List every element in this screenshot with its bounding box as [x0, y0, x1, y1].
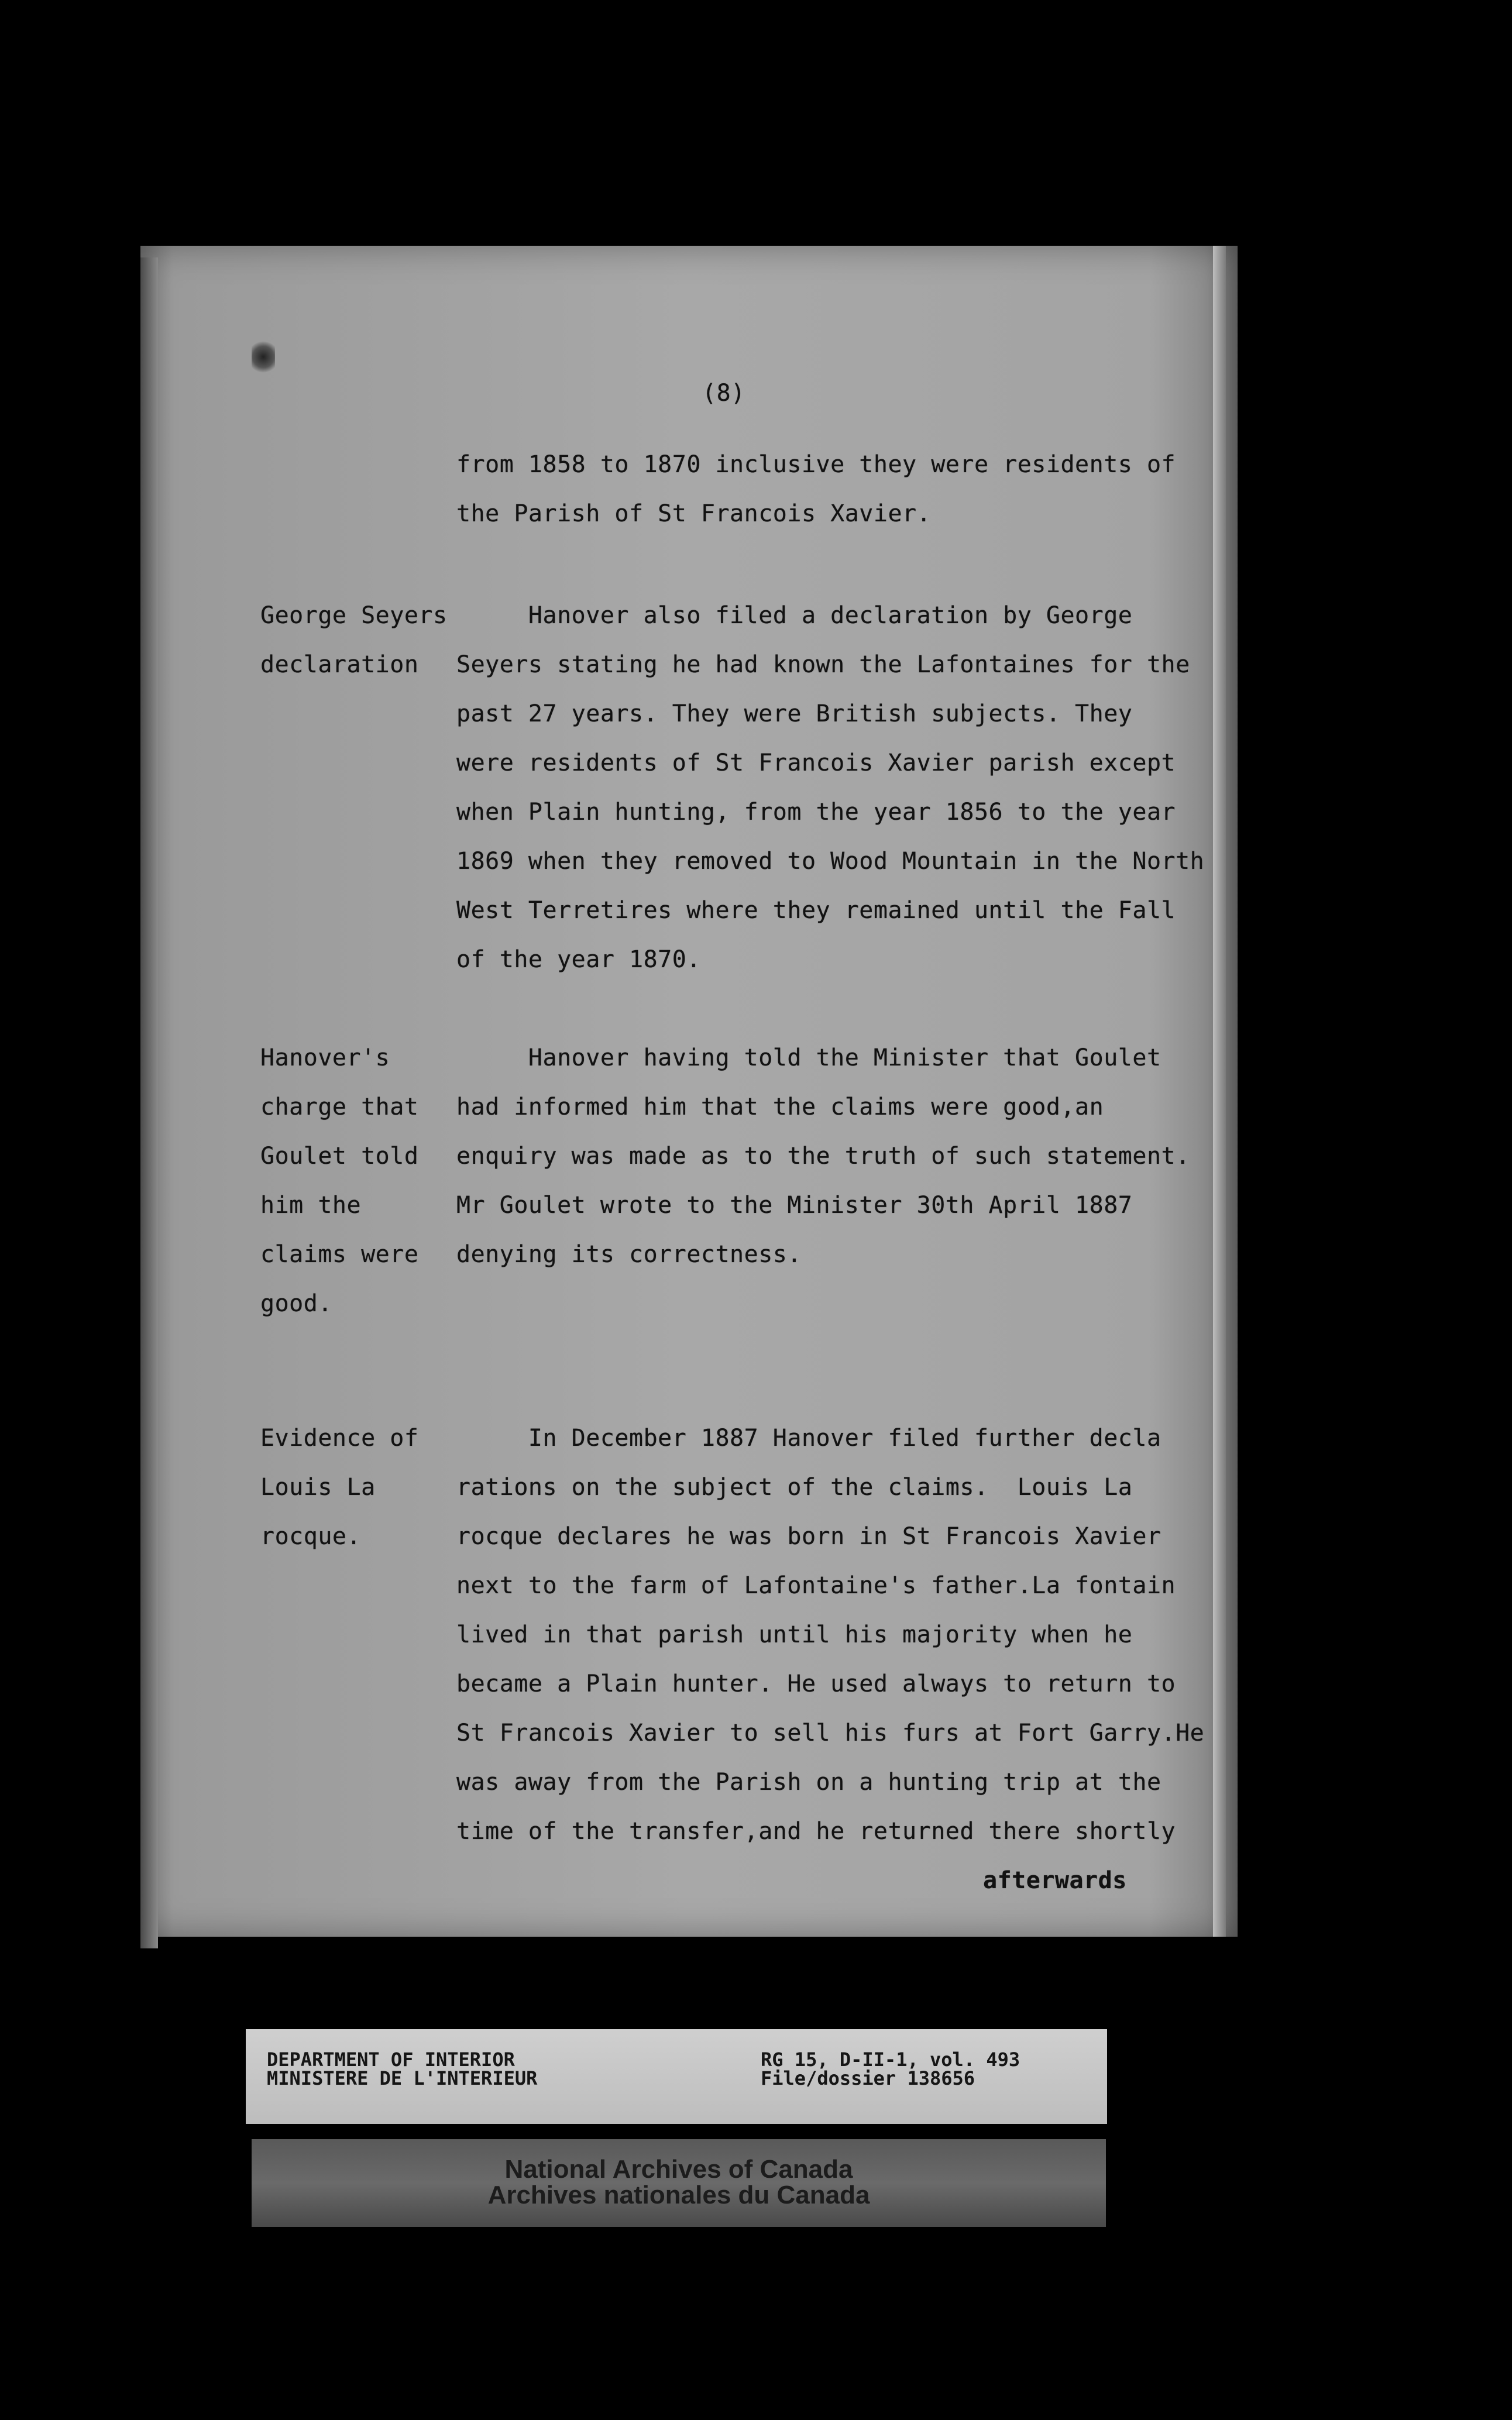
paragraph-2-line-7: West Terretires where they remained until the Fall	[456, 897, 1176, 924]
paragraph-3-line-3: enquiry was made as to the truth of such statement.	[456, 1143, 1190, 1170]
paragraph-4-line-7: St Francois Xavier to sell his furs at Fort Garry.He	[456, 1720, 1205, 1747]
paragraph-3-line-5: denying its correctness.	[456, 1241, 802, 1268]
margin-note-evidence-3: rocque.	[260, 1523, 362, 1550]
paragraph-4-line-4: next to the farm of Lafontaine's father.La fontain	[456, 1572, 1176, 1599]
paragraph-4-line-2: rations on the subject of the claims. Louis La	[456, 1474, 1133, 1501]
paragraph-2-line-8: of the year 1870.	[456, 946, 701, 973]
file-number: File/dossier 138656	[761, 2067, 975, 2089]
paragraph-4-line-1: In December 1887 Hanover filed further decla	[456, 1425, 1162, 1452]
department-english: DEPARTMENT OF INTERIOR	[267, 2048, 515, 2071]
archive-name-banner	[252, 2139, 1106, 2227]
paragraph-4-line-9: time of the transfer,and he returned there shortly	[456, 1818, 1176, 1845]
archive-reference-label	[246, 2029, 1107, 2124]
margin-note-evidence-2: Louis La	[260, 1474, 376, 1501]
ink-stain	[252, 339, 275, 374]
margin-note-hanover-5: claims were	[260, 1241, 419, 1268]
page-left-edge	[140, 257, 158, 1948]
margin-note-george-seyers-2: declaration	[260, 651, 419, 678]
margin-note-hanover-3: Goulet told	[260, 1143, 419, 1170]
paragraph-4-line-8: was away from the Parish on a hunting trip at the	[456, 1769, 1162, 1796]
paragraph-4-line-5: lived in that parish until his majority when he	[456, 1621, 1133, 1648]
paragraph-2-line-1: Hanover also filed a declaration by George	[456, 602, 1133, 629]
paragraph-3-line-1: Hanover having told the Minister that Goulet	[456, 1044, 1162, 1071]
margin-note-evidence-1: Evidence of	[260, 1425, 419, 1452]
paragraph-2-line-6: 1869 when they removed to Wood Mountain in the North	[456, 848, 1205, 875]
paragraph-2-line-5: when Plain hunting, from the year 1856 to the year	[456, 799, 1176, 826]
catchword: afterwards	[983, 1867, 1127, 1894]
paragraph-4-line-6: became a Plain hunter. He used always to return to	[456, 1670, 1176, 1697]
margin-note-george-seyers-1: George Seyers	[260, 602, 448, 629]
paragraph-4-line-3: rocque declares he was born in St Francois Xavier	[456, 1523, 1162, 1550]
paragraph-3-line-2: had informed him that the claims were good,an	[456, 1094, 1104, 1120]
margin-note-hanover-4: him the	[260, 1192, 362, 1219]
paragraph-2-line-4: were residents of St Francois Xavier parish except	[456, 750, 1176, 776]
margin-note-hanover-6: good.	[260, 1290, 332, 1317]
archive-name-french: Archives nationales du Canada	[487, 2181, 870, 2209]
archive-name-english: National Archives of Canada	[504, 2155, 853, 2184]
paragraph-1-line-2: the Parish of St Francois Xavier.	[456, 500, 932, 527]
page-right-edge	[1213, 246, 1226, 1937]
record-group-reference: RG 15, D-II-1, vol. 493	[761, 2048, 1020, 2071]
paragraph-3-line-4: Mr Goulet wrote to the Minister 30th April 1887	[456, 1192, 1133, 1219]
margin-note-hanover-2: charge that	[260, 1094, 419, 1120]
paragraph-1-line-1: from 1858 to 1870 inclusive they were residents of	[456, 451, 1176, 478]
margin-note-hanover-1: Hanover's	[260, 1044, 390, 1071]
paragraph-2-line-2: Seyers stating he had known the Lafontaines for the	[456, 651, 1190, 678]
department-french: MINISTERE DE L'INTERIEUR	[267, 2067, 538, 2089]
page-number: (8)	[702, 380, 745, 407]
paragraph-2-line-3: past 27 years. They were British subjects. They	[456, 700, 1133, 727]
